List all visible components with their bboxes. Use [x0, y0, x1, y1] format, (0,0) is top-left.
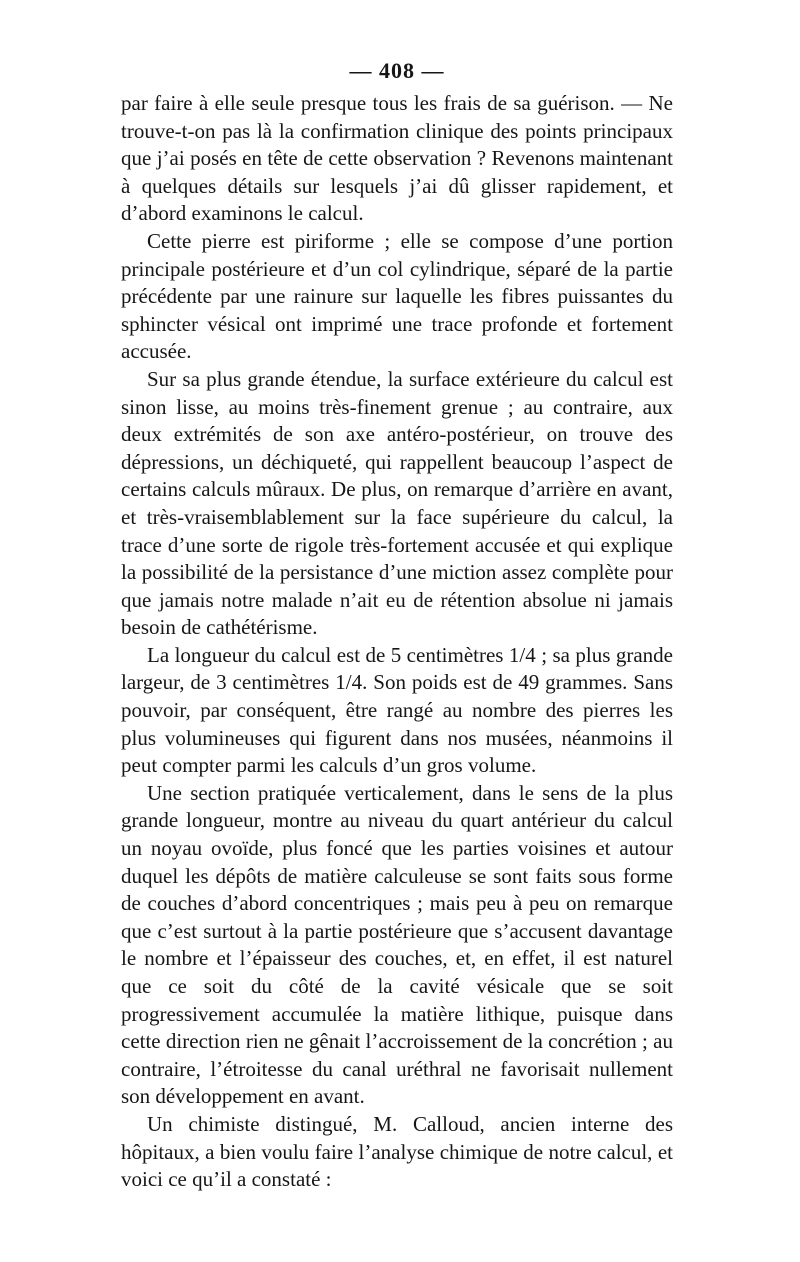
page-number: — 408 — — [349, 58, 445, 83]
paragraph-4: La longueur du calcul est de 5 centimètres 1/4 ; sa plus grande largeur, de 3 centimètres 1/4. Son poids est de 49 grammes. Sans pouvoir, par conséquent, être rangé au nombre des pierres les plus volumineuses qui figurent dans nos musées, néanmoins il peut compter parmi les calculs d’un gros volume. — [121, 642, 673, 778]
paragraph-3: Sur sa plus grande étendue, la surface extérieure du calcul est sinon lisse, au moins très-finement grenue ; au contraire, aux deux extrémités de son axe antéro-postérieur, on trouve des dépressions, un déchiqueté, qui rappellent beaucoup l’aspect de certains calculs mûraux. De plus, on remarque d’arrière en avant, et très-vraisemblablement sur la face supérieure du calcul, la trace d’une sorte de rigole très-fortement accusée et qui explique la possibilité de la persistance d’une miction assez complète pour que jamais notre malade n’ait eu de rétention absolue ni jamais besoin de cathétérisme. — [121, 366, 673, 640]
paragraph-5: Une section pratiquée verticalement, dans le sens de la plus grande longueur, montre au niveau du quart antérieur du calcul un noyau ovoïde, plus foncé que les parties voisines et autour duquel les dépôts de matière calculeuse se sont faits sous forme de couches d’abord concentriques ; mais peu à peu on remarque que c’est surtout à la partie postérieure que s’accusent davantage le nombre et l’épaisseur des couches, et, en effet, il est naturel que ce soit du côté de la cavité vésicale que se soit progressivement accumulée la matière lithique, puisque dans cette direction rien ne gênait l’accroissement de la concrétion ; au contraire, l’étroitesse du canal uréthral ne favorisait nullement son développement en avant. — [121, 780, 673, 1109]
paragraph-1: par faire à elle seule presque tous les frais de sa guérison. — Ne trouve-t-on pas là la confirmation clinique des points principaux que j’ai posés en tête de cette observation ? Revenons maintenant à quelques détails sur lesquels j’ai dû glisser rapidement, et d’abord examinons le calcul. — [121, 91, 673, 226]
book-page — [121, 58, 673, 1194]
paragraph-6: Un chimiste distingué, M. Calloud, ancien interne des hôpitaux, a bien voulu faire l’analyse chimique de notre calcul, et voici ce qu’il a constaté : — [121, 1111, 673, 1192]
paragraph-2: Cette pierre est piriforme ; elle se compose d’une portion principale postérieure et d’un col cylindrique, séparé de la partie précédente par une rainure sur laquelle les fibres puissantes du sphincter vésical ont imprimé une trace profonde et fortement accusée. — [121, 228, 673, 364]
